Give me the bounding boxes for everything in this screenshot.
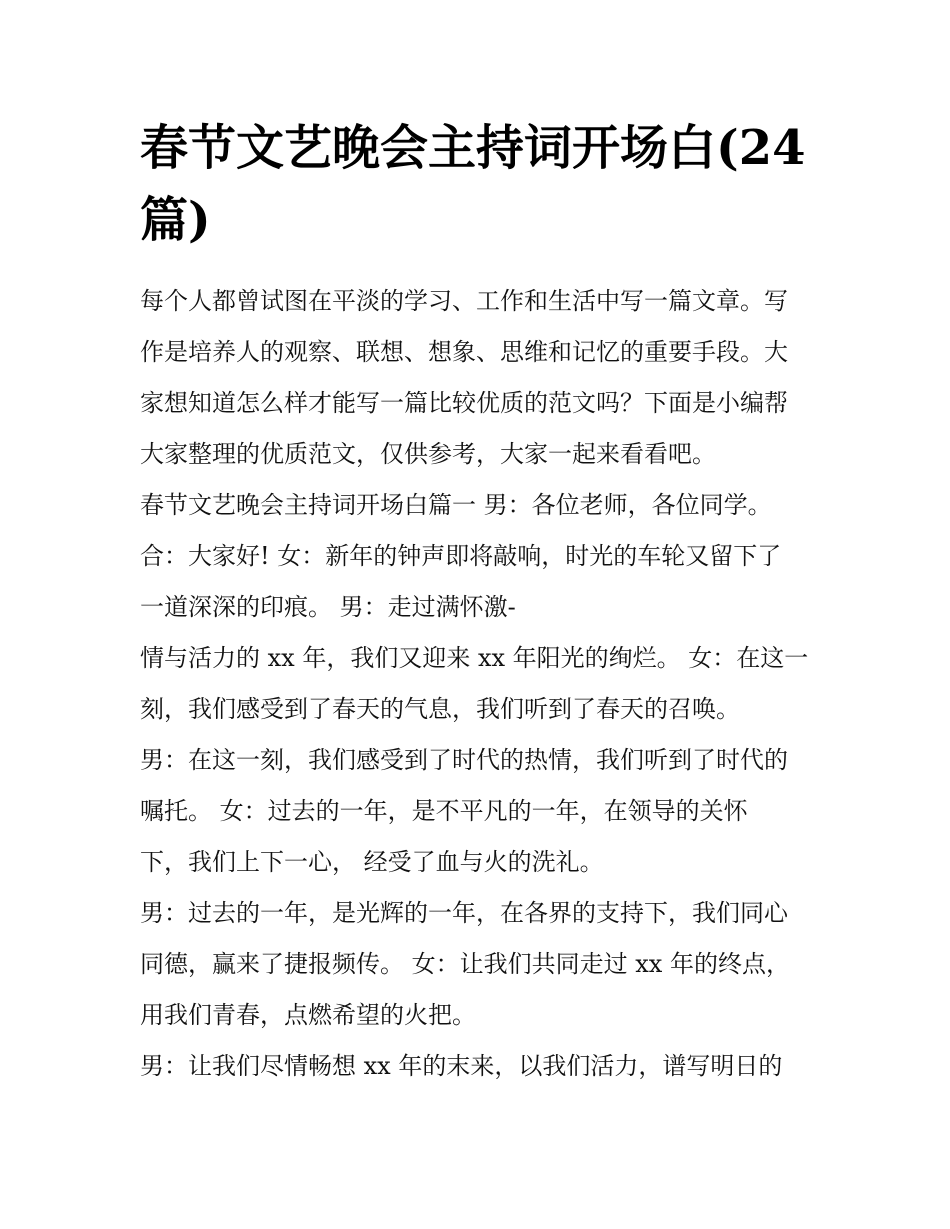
body-line: 下，我们上下一心， 经受了血与火的洗礼。 (140, 848, 604, 876)
body-line: 作是培养人的观察、联想、想象、思维和记忆的重要手段。大 (140, 338, 788, 366)
document-content (140, 112, 812, 1092)
body-line: 男：过去的一年，是光辉的一年，在各界的支持下，我们同心 (140, 899, 788, 927)
body-line: 男：让我们尽情畅想 xx 年的末来，以我们活力，谱写明日的 (140, 1052, 783, 1080)
body-line: 男：在这一刻，我们感受到了时代的热情，我们听到了时代的 (140, 746, 788, 774)
body-line: 嘱托。 女：过去的一年，是不平凡的一年，在领导的关怀 (140, 797, 748, 825)
body-line: 情与活力的 xx 年，我们又迎来 xx 年阳光的绚烂。 女：在这一 (140, 644, 809, 672)
body-line: 用我们青春，点燃希望的火把。 (140, 1001, 476, 1029)
body-line: 同德，赢来了捷报频传。 女：让我们共同走过 xx 年的终点， (140, 950, 790, 978)
body-line: 每个人都曾试图在平淡的学习、工作和生活中写一篇文章。写 (140, 287, 788, 315)
body-line: 春节文艺晚会主持词开场白篇一 男：各位老师，各位同学。 (140, 491, 772, 519)
body-line: 一道深深的印痕。 男：走过满怀激- (140, 593, 516, 621)
body-line: 合：大家好! 女：新年的钟声即将敲响，时光的车轮又留下了 (140, 542, 782, 570)
document-title: 春节文艺晚会主持词开场白(24篇) (140, 120, 806, 248)
body-line: 大家整理的优质范文，仅供参考，大家一起来看看吧。 (140, 440, 716, 468)
body-line: 刻，我们感受到了春天的气息，我们听到了春天的召唤。 (140, 695, 740, 723)
document-body (140, 276, 812, 1092)
body-line: 家想知道怎么样才能写一篇比较优质的范文吗？下面是小编帮 (140, 389, 788, 417)
